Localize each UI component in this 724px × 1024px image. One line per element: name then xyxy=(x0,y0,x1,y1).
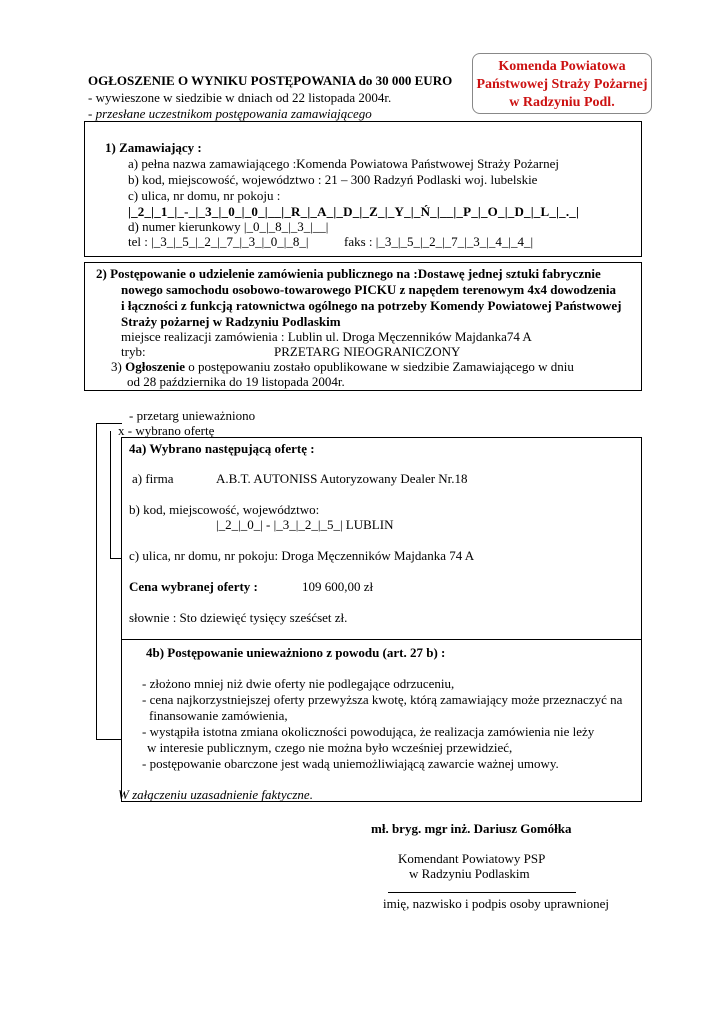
reason-3-line-2: w interesie publicznym, czego nie można było wcześniej przewidzieć, xyxy=(147,740,513,755)
reason-2-line-2: finansowanie zamówienia, xyxy=(149,708,288,723)
posting-dates: - wywieszone w siedzibie w dniach od 22 listopada 2004r. xyxy=(88,90,392,105)
stamp-line-1: Komenda Powiatowa xyxy=(498,59,626,74)
reason-3-line-1: - wystąpiła istotna zmiana okoliczności powodująca, że realizacja zamówienia nie leży xyxy=(142,724,595,739)
option-annulled: - przetarg unieważniono xyxy=(129,408,256,423)
price-value: 109 600,00 zł xyxy=(302,579,374,594)
fax: faks : |_3_|_5_|_2_|_7_|_3_|_4_|_4_| xyxy=(344,234,534,249)
signature-caption: imię, nazwisko i podpis osoby uprawnionej xyxy=(383,896,610,911)
price-in-words: słownie : Sto dziewięć tysięcy sześćset zł. xyxy=(129,610,348,625)
bracket-inner-vertical xyxy=(110,431,111,558)
stamp-line-3: w Radzyniu Podl. xyxy=(509,95,615,110)
winner-postal-label: b) kod, miejscowość, województwo: xyxy=(129,502,320,517)
section-3-period: od 28 października do 19 listopada 2004r. xyxy=(127,374,345,389)
winner-street: c) ulica, nr domu, nr pokoju: Droga Męczenników Majdanka 74 A xyxy=(129,548,475,563)
firm-label: a) firma xyxy=(132,471,174,486)
reason-2-line-1: - cena najkorzystniejszej oferty przewyższa kwotę, którą zamawiający może przeznaczyć na xyxy=(142,692,623,707)
justification-note: W załączeniu uzasadnienie faktyczne. xyxy=(118,787,313,802)
reason-1: - złożono mniej niż dwie oferty nie podlegające odrzuceniu, xyxy=(142,676,455,691)
firm-value: A.B.T. AUTONISS Autoryzowany Dealer Nr.18 xyxy=(216,471,468,486)
contracting-authority-postal: b) kod, miejscowość, województwo : 21 – 300 Radzyń Podlaski woj. lubelskie xyxy=(128,172,538,187)
section-1-heading: 1) Zamawiający : xyxy=(105,140,202,155)
procurement-subject-line-4: Straży pożarnej w Radzyniu Podlaskim xyxy=(121,314,341,329)
section-3-line-1 xyxy=(111,359,574,374)
signatory-name: mł. bryg. mgr inż. Dariusz Gomółka xyxy=(371,821,572,836)
stamp-line-2: Państwowej Straży Pożarnej xyxy=(476,77,648,92)
section-3-text: o postępowaniu zostało opublikowane w siedzibie Zamawiającego w dniu xyxy=(188,359,574,374)
section-4a-heading: 4a) Wybrano następującą ofertę : xyxy=(129,441,315,456)
street-value: |_2_|_1_|_-_|_3_|_0_|_0_|__|_R_|_A_|_D_|_Z_|_Y_|_Ń_|__|_P_|_O_|_D_|_L_|_._| xyxy=(128,204,580,219)
institution-stamp xyxy=(472,53,652,114)
section-4b-heading: 4b) Postępowanie unieważniono z powodu (art. 27 b) : xyxy=(146,645,446,660)
procurement-subject-line-3: i łączności z funkcją ratownictwa ogólnego na potrzeby Komendy Powiatowej Państwowej xyxy=(121,298,622,313)
section-3-number: 3) xyxy=(111,359,122,374)
bracket-outer-vertical xyxy=(96,423,97,739)
procurement-subject-line-2: nowego samochodu osobowo-towarowego PICKU z napędem terenowym 4x4 dowodzenia xyxy=(121,282,616,297)
signatory-location: w Radzyniu Podlaskim xyxy=(409,866,530,881)
section-3-announcement-label: Ogłoszenie xyxy=(125,359,186,374)
bracket-outer-bottom xyxy=(96,739,122,740)
reason-4: - postępowanie obarczone jest wadą uniemożliwiającą zawarcie ważnej umowy. xyxy=(142,756,559,771)
place-of-delivery: miejsce realizacji zamówienia : Lublin ul. Droga Męczenników Majdanka74 A xyxy=(121,329,532,344)
street-label: c) ulica, nr domu, nr pokoju : xyxy=(128,188,281,203)
procurement-subject-line-1: 2) Postępowanie o udzielenie zamówienia publicznego na :Dostawę jednej sztuki fabrycznie xyxy=(96,266,601,281)
signatory-role: Komendant Powiatowy PSP xyxy=(398,851,546,866)
price-label: Cena wybranej oferty : xyxy=(129,579,258,594)
contracting-authority-name: a) pełna nazwa zamawiającego :Komenda Powiatowa Państwowej Straży Pożarnej xyxy=(128,156,560,171)
telephone: tel : |_3_|_5_|_2_|_7_|_3_|_0_|_8_| xyxy=(128,234,309,249)
document-title: OGŁOSZENIE O WYNIKU POSTĘPOWANIA do 30 000 EURO xyxy=(88,73,453,88)
area-code: d) numer kierunkowy |_0_|_8_|_3_|__| xyxy=(128,219,329,234)
sent-to-participants: - przesłane uczestnikom postępowania zamawiającego xyxy=(88,106,372,121)
procedure-mode-value: PRZETARG NIEOGRANICZONY xyxy=(274,344,461,359)
winner-postal-value: |_2_|_0_| - |_3_|_2_|_5_| LUBLIN xyxy=(216,517,394,532)
procedure-mode-label: tryb: xyxy=(121,344,146,359)
option-offer-chosen: x - wybrano ofertę xyxy=(118,423,215,438)
signature-line xyxy=(388,892,576,893)
